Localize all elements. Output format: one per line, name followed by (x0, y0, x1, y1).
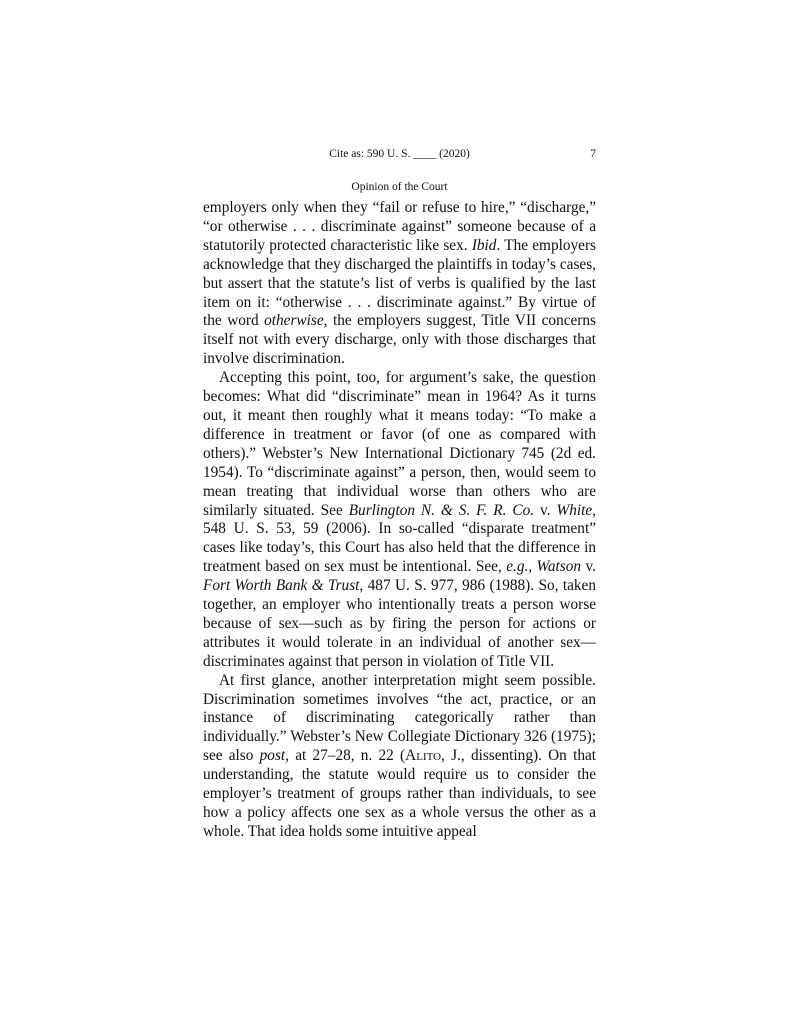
opinion-page (203, 148, 596, 842)
italic-text: Burlington N. & S. F. R. Co. (348, 501, 535, 519)
small-caps-name: Alito (405, 747, 442, 765)
text-segment: , 548 U. S. 53, 59 (2006). In so-called “disparate treatment” cases like today’s, this Court has also held that the difference in treatment based on sex must be intentional. See, (203, 501, 596, 576)
text-segment: At first glance, another interpretation might seem possible. Discrimination sometimes involves “the act, practice, or an instance of discriminating categorically rather than individually.” Webster’s New Collegiate Dictionary 326 (1975); see also (203, 671, 596, 765)
text-segment: v. (581, 558, 596, 576)
text-segment: . The employers acknowledge that they discharged the plaintiffs in today’s cases, but assert that the statute’s list of verbs is qualified by the last item on it: “otherwise . . . discriminate against.” By virtue of the word (203, 236, 596, 330)
text-segment: , 487 U. S. 977, 986 (1988). So, taken together, an employer who intentionally treats a person worse because of sex—such as by firing the person for actions or attributes it would tolerate in an individual of another sex—discriminates against that person in violation of Title VII. (203, 577, 596, 670)
paragraph (203, 199, 596, 369)
text-segment: Accepting this point, too, for argument’s sake, the question becomes: What did “discriminate” mean in 1964? As it turns out, it meant then roughly what it means today: “To make a difference in treatment or favor (of one as compared with others).” Webster’s New International Dictionary 745 (2d ed. 1954). To “discriminate against” a person, then, would seem to mean treating that individual worse than others who are similarly situated. See (203, 369, 596, 519)
italic-text: Ibid (471, 236, 497, 254)
text-segment: , J., dissenting). On that understanding, the statute would require us to consider the employer’s treatment of groups rather than individuals, to see how a policy affects one sex as a whole versus the other as a whole. That idea holds some intuitive appeal (203, 747, 597, 840)
text-segment: v. (534, 501, 557, 519)
italic-text: post, (259, 747, 289, 765)
italic-text: e.g., Watson (506, 558, 582, 576)
page-number: 7 (590, 148, 596, 160)
opinion-subhead: Opinion of the Court (351, 181, 448, 193)
paragraph (203, 672, 596, 842)
running-head (203, 148, 596, 168)
italic-text: Fort Worth Bank & Trust (203, 577, 360, 595)
italic-text: White (556, 501, 593, 519)
opinion-body (203, 199, 596, 842)
text-segment: at 27–28, n. 22 ( (288, 747, 406, 765)
paragraph (203, 369, 596, 672)
italic-text: otherwise (264, 312, 324, 330)
text-segment: , the employers suggest, Title VII concerns itself not with every discharge, only with those discharges that involve discrimination. (203, 312, 596, 368)
citation-header: Cite as: 590 U. S. ____ (2020) (329, 148, 470, 160)
text-segment: employers only when they “fail or refuse to hire,” “discharge,” “or otherwise . . . discriminate against” someone because of a statutorily protected characteristic like sex. (203, 199, 596, 254)
